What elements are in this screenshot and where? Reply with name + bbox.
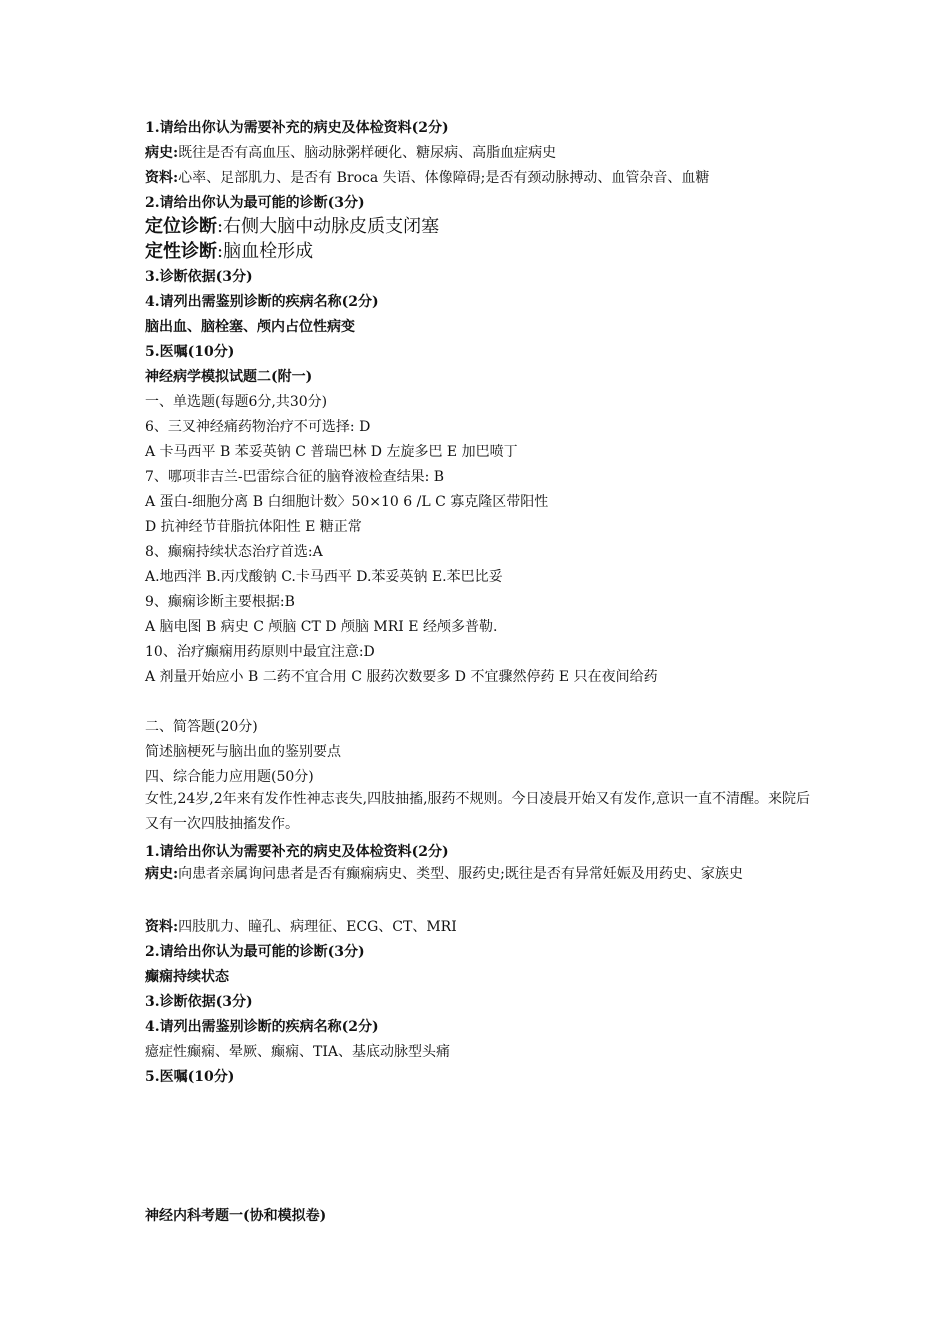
section-title: 神经内科考题一(协和模拟卷) <box>145 1208 327 1224</box>
field-value: 向患者亲属询问患者是否有癫痫病史、类型、服药史;既往是否有异常妊娠及用药史、家族史 <box>178 866 743 882</box>
question-heading: 4.请列出需鉴别诊断的疾病名称(2分) <box>145 294 379 310</box>
field-value: :脑血栓形成 <box>217 241 314 262</box>
answer-options: A 剂量开始应小 B 二药不宜合用 C 服药次数要多 D 不宜骤然停药 E 只在夜间给药 <box>145 669 658 685</box>
field-value: 四肢肌力、瞳孔、病理征、ECG、CT、MRI <box>178 919 457 935</box>
question-heading: 1.请给出你认为需要补充的病史及体检资料(2分) <box>145 120 449 136</box>
field-label: 病史: <box>145 145 179 161</box>
text-line <box>145 862 815 887</box>
question-heading: 5.医嘱(10分) <box>145 344 235 360</box>
question-heading: 2.请给出你认为最可能的诊断(3分) <box>145 944 365 960</box>
question-heading: 3.诊断依据(3分) <box>145 994 253 1010</box>
question-stem: 6、三叉神经痛药物治疗不可选择: D <box>145 419 371 435</box>
question-stem: 8、癫痫持续状态治疗首选:A <box>145 544 323 560</box>
question-stem: 10、治疗癫痫用药原则中最宜注意:D <box>145 644 375 660</box>
section-heading: 二、简答题(20分) <box>145 719 258 735</box>
answer-options: D 抗神经节苷脂抗体阳性 E 糖正常 <box>145 519 362 535</box>
question-heading: 3.诊断依据(3分) <box>145 269 253 285</box>
text-line <box>145 216 439 238</box>
field-label: 资料: <box>145 170 179 186</box>
question-heading: 1.请给出你认为需要补充的病史及体检资料(2分) <box>145 844 449 860</box>
text-line: 脑出血、脑栓塞、颅内占位性病变 <box>145 319 355 335</box>
question-heading: 4.请列出需鉴别诊断的疾病名称(2分) <box>145 1019 379 1035</box>
answer-options: A 卡马西平 B 苯妥英钠 C 普瑞巴林 D 左旋多巴 E 加巴喷丁 <box>145 444 518 460</box>
question-stem: 7、哪项非吉兰-巴雷综合征的脑脊液检查结果: B <box>145 469 445 485</box>
question-stem: 9、癫痫诊断主要根据:B <box>145 594 295 610</box>
case-description: 女性,24岁,2年来有发作性神志丧失,四肢抽搐,服药不规则。今日凌晨开始又有发作,意识一直不清醒。来院后又有一次四肢抽搐发作。 <box>145 791 810 832</box>
section-title: 神经病学模拟试题二(附一) <box>145 369 313 385</box>
question-heading: 2.请给出你认为最可能的诊断(3分) <box>145 195 365 211</box>
text-line <box>145 169 709 187</box>
field-label: 资料: <box>145 919 179 935</box>
section-heading: 一、单选题(每题6分,共30分) <box>145 394 328 410</box>
field-label: 定位诊断 <box>145 216 217 237</box>
question-stem: 简述脑梗死与脑出血的鉴别要点 <box>145 744 341 760</box>
text-line <box>145 144 556 162</box>
text-line <box>145 918 457 936</box>
text-line: 癔症性癫痫、晕厥、癫痫、TIA、基底动脉型头痛 <box>145 1044 450 1060</box>
answer-options: A 脑电图 B 病史 C 颅脑 CT D 颅脑 MRI E 经颅多普勒. <box>145 619 498 635</box>
field-label: 病史: <box>145 866 179 882</box>
field-value: 既往是否有高血压、脑动脉粥样硬化、糖尿病、高脂血症病史 <box>178 145 557 161</box>
section-heading: 四、综合能力应用题(50分) <box>145 769 314 785</box>
field-label: 定性诊断 <box>145 241 217 262</box>
answer-options: A.地西泮 B.丙戊酸钠 C.卡马西平 D.苯妥英钠 E.苯巴比妥 <box>145 569 503 585</box>
answer-options: A 蛋白-细胞分离 B 白细胞计数〉50×10 6 /L C 寡克隆区带阳性 <box>145 494 549 510</box>
text-line <box>145 241 313 263</box>
field-value: 心率、足部肌力、是否有 Broca 失语、体像障碍;是否有颈动脉搏动、血管杂音、血糖 <box>178 170 710 186</box>
field-value: :右侧大脑中动脉皮质支闭塞 <box>217 216 440 237</box>
text-line: 癫痫持续状态 <box>145 969 229 985</box>
question-heading: 5.医嘱(10分) <box>145 1069 235 1085</box>
